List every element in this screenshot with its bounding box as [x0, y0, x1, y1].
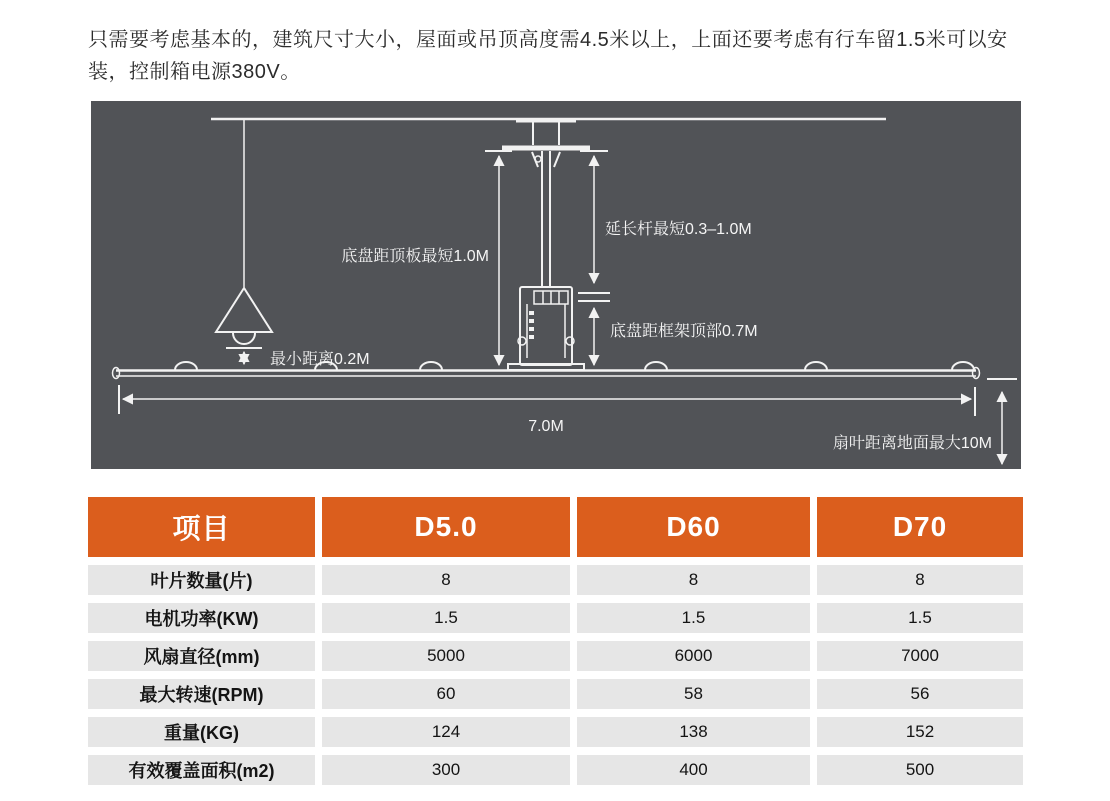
row-label: 重量(KG) [88, 717, 315, 747]
spec-table-header-row [88, 497, 1023, 557]
row-value: 56 [817, 679, 1023, 709]
row-label: 电机功率(KW) [88, 603, 315, 633]
row-value: 8 [577, 565, 810, 595]
downrod [542, 151, 550, 287]
row-value: 124 [322, 717, 570, 747]
table-row [88, 679, 1023, 709]
blade-clip [175, 362, 197, 370]
dim-chassis-to-ceiling [485, 151, 512, 365]
installation-diagram-svg [91, 101, 1021, 469]
table-row [88, 755, 1023, 785]
label-extension-rod: 延长杆最短0.3–1.0M [605, 221, 752, 238]
spec-table [88, 497, 1023, 785]
blade-clip [952, 362, 974, 370]
installation-diagram [91, 101, 1021, 469]
label-chassis-to-ceiling: 底盘距顶板最短1.0M [341, 248, 489, 265]
row-value: 138 [577, 717, 810, 747]
table-row [88, 641, 1023, 671]
label-min-distance: 最小距离0.2M [270, 351, 370, 368]
row-value: 300 [322, 755, 570, 785]
blade-tip-left [113, 368, 120, 379]
label-blade-to-ground: 扇叶距离地面最大10M [832, 435, 992, 452]
header-cell-d60: D60 [577, 497, 810, 557]
row-label: 最大转速(RPM) [88, 679, 315, 709]
label-chassis-to-frame: 底盘距框架顶部0.7M [610, 323, 758, 340]
table-row [88, 603, 1023, 633]
lamp-shade [216, 288, 272, 332]
blade-clip [645, 362, 667, 370]
row-value: 7000 [817, 641, 1023, 671]
row-value: 6000 [577, 641, 810, 671]
table-row [88, 717, 1023, 747]
label-span: 7.0M [528, 418, 564, 435]
row-value: 5000 [322, 641, 570, 671]
row-label: 风扇直径(mm) [88, 641, 315, 671]
header-cell-item: 项目 [88, 497, 315, 557]
blade-clip [805, 362, 827, 370]
row-value: 1.5 [322, 603, 570, 633]
hub-plate [508, 364, 584, 370]
row-label: 有效覆盖面积(m2) [88, 755, 315, 785]
intro-line-1: 只需要考虑基本的，建筑尺寸大小，屋面或吊顶高度需4.5米以上，上面还要考虑有行车留1.5米可以安 [88, 29, 1008, 51]
motor-body [508, 287, 584, 370]
header-cell-d50: D5.0 [322, 497, 570, 557]
row-value: 60 [322, 679, 570, 709]
row-value: 1.5 [817, 603, 1023, 633]
intro-line-2: 装，控制箱电源380V。 [88, 61, 301, 84]
table-row [88, 565, 1023, 595]
intro-text [88, 24, 1103, 89]
lamp-bulb [233, 333, 255, 344]
row-label: 叶片数量(片) [88, 565, 315, 595]
row-value: 400 [577, 755, 810, 785]
row-value: 8 [817, 565, 1023, 595]
blade-clip [420, 362, 442, 370]
mount-bracket [502, 121, 590, 167]
row-value: 500 [817, 755, 1023, 785]
row-value: 1.5 [577, 603, 810, 633]
dim-span [119, 385, 975, 416]
row-value: 152 [817, 717, 1023, 747]
header-cell-d70: D70 [817, 497, 1023, 557]
row-value: 58 [577, 679, 810, 709]
hanging-lamp [216, 119, 272, 364]
row-value: 8 [322, 565, 570, 595]
